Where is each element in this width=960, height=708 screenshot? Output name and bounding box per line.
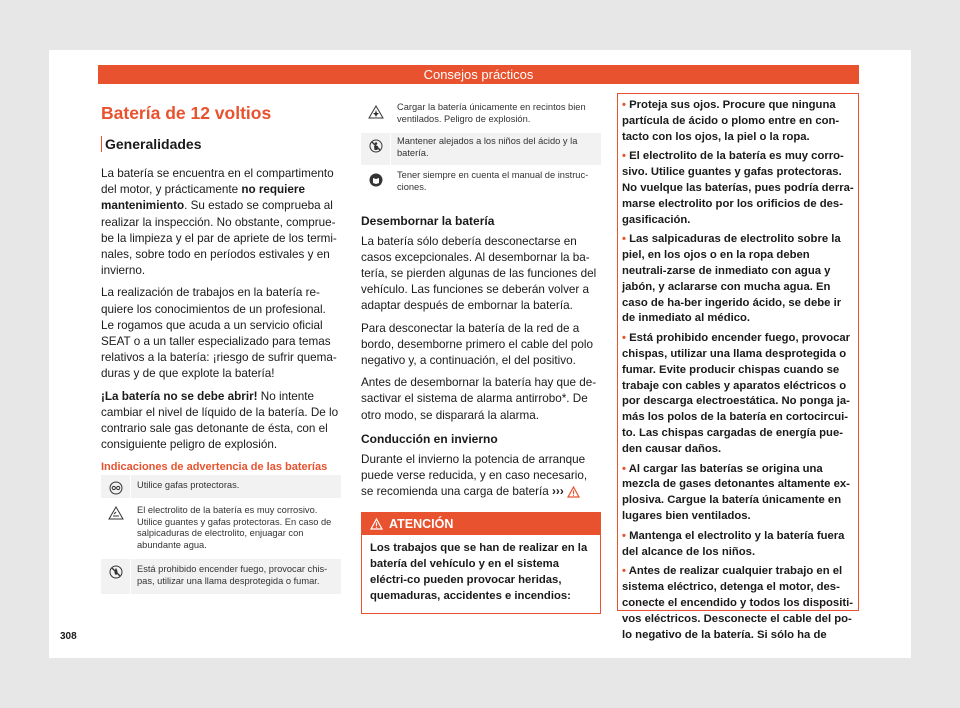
warning-triangle-icon [567,486,580,498]
icon-cell [101,475,131,498]
bullet-mark: • [622,150,626,163]
bullet-text: El electrolito de la batería es muy corro-sivo. Utilice guantes y gafas protectoras. No vuelque las baterías, pues podría derra-marse electrolito por los orificios de des-gasificación. [622,150,854,226]
bold-text: ¡La batería no se debe abrir! [101,389,258,403]
bullet-item [622,564,854,643]
subtitle-block [101,136,341,152]
text: . Su estado se comprueba al realizar la inspección. No obstante, comprue-be la limpieza y el par de apriete de los termi-nales, sobre todo en períodos estivales y en invierno. [101,199,337,278]
warning-box-title: ATENCIÓN [389,517,454,532]
bold-text: no requiere mantenimiento [101,183,305,213]
bullet-item [622,232,854,327]
warning-continuation-box [617,93,859,641]
paragraph [361,452,601,501]
cross-reference-arrows[interactable]: ››› [552,485,564,499]
icon-row [101,500,341,557]
bullet-mark: • [622,565,626,578]
icon-text: Utilice gafas protectoras. [137,480,240,491]
no-children-icon [369,139,383,153]
icon-text: Cargar la batería únicamente en recintos bien ventilados. Peligro de explosión. [397,102,586,124]
warning-triangle-icon [370,518,383,530]
icon-row [361,99,601,131]
text: La batería se encuentra en el compartimento del motor, y prácticamente [101,167,334,197]
column-1 [101,95,341,594]
icon-row [101,475,341,498]
bullet-item [622,149,854,228]
icon-row [361,133,601,165]
bullet-text: Antes de realizar cualquier trabajo en el sistema eléctrico, detenga el motor, des-conecte el encendido y todos los dispositi-vos eléctricos. Desconecte el cable del po-lo negativo de la batería. Si sólo ha de [622,565,853,641]
section-heading-winter: Conducción en invierno [361,431,498,446]
bullet-item [622,331,854,457]
bullet-mark: • [622,332,626,345]
paragraph-intro [101,166,341,279]
icon-row [101,559,341,593]
icon-text: Está prohibido encender fuego, provocar chis-pas, utilizar una llama desprotegida o fumar. [137,564,328,587]
no-fire-icon [109,565,123,579]
paragraph: Antes de desembornar la batería hay que de-sactivar el sistema de alarma antirrobo*. De otro modo, se disparará la alarma. [361,376,597,422]
bullet-item [622,462,854,525]
text: No intente cambiar el nivel de líquido de la batería. De lo contrario sale gas detonante de ésta, con el consiguiente peligro de explosión. [101,389,339,452]
page-number: 308 [60,631,77,642]
bullet-mark: • [622,99,626,111]
paragraph-do-not-open [101,389,341,454]
icon-cell [101,500,131,557]
icon-cell [361,99,391,131]
bullet-item [622,529,854,561]
icon-cell [101,559,131,593]
bullet-mark: • [622,529,626,542]
warning-heading: Indicaciones de advertencia de las baterías [101,461,328,474]
goggles-icon [109,481,123,495]
bullet-text: Las salpicaduras de electrolito sobre la piel, en los ojos o en la ropa deben neutrali-zarse de inmediato con agua y jabón, y aclararse con mucha agua. En caso de ha-ber ingerido ácido, se debe ir de inmediato al médico. [622,233,842,325]
manual-icon [369,173,383,187]
column-2 [361,95,601,614]
paragraph: La batería sólo debería desconectarse en casos excepcionales. Al desembornar la ba-tería, se pierden algunas de las funciones del vehículo. Las funciones se deberán volver a adaptar después de embornar la batería. [361,234,597,313]
column-3 [617,93,859,641]
paragraph-professional: La realización de trabajos en la batería re-quiere los conocimientos de un profesional. Le rogamos que acuda a un servicio oficial SEAT o a un taller especializado para temas relativos a la batería: ¡riesgo de sufrir quema-duras y de que explote la batería! [101,286,337,381]
icon-row [361,167,601,199]
warning-box-body: Los trabajos que se han de realizar en la batería del vehículo y en el sistema eléctri-co pueden provocar heridas, quemaduras, accidentes e incendios: [370,542,588,602]
warning-box-header [362,513,600,535]
corrosive-icon [108,506,124,520]
icon-cell [361,133,391,165]
section-header: Consejos prácticos [98,65,859,84]
bullet-mark: • [622,462,626,475]
section-heading-disconnect: Desembornar la batería [361,213,495,228]
bullet-mark: • [622,233,626,246]
icon-text: El electrolito de la batería es muy corrosivo. Utilice guantes y gafas protectoras. En caso de salpicaduras de electrolito, enjuagar con abundante agua. [137,505,332,550]
text: Durante el invierno la potencia de arranque puede verse reducida, y en caso necesario, se recomienda una carga de batería [361,452,588,499]
icon-text: Tener siempre en cuenta el manual de instruc-ciones. [397,170,589,192]
bullet-item [622,98,854,145]
bullet-text: Proteja sus ojos. Procure que ninguna partícula de ácido o plomo entre en con-tacto con los ojos, la piel o la ropa. [622,99,840,143]
explosion-icon [368,105,384,119]
subtitle: Generalidades [105,136,202,152]
icon-text: Mantener alejados a los niños del ácido y la batería. [397,136,578,158]
bullet-text: Está prohibido encender fuego, provocar chispas, utilizar una llama desprotegida o fumar. Evite producir chispas cuando se trabaje con cables y aparatos eléctricos o por descarga electroestática. No ponga ja-más los polos de la batería en cortocircui-to. Las chispas cargadas de energía pue-den causar daños. [622,332,851,455]
paragraph: Para desconectar la batería de la red de a bordo, desemborne primero el cable del polo negativo y, a continuación, el del positivo. [361,321,593,367]
bullet-text: Mantenga el electrolito y la batería fuera del alcance de los niños. [622,529,845,558]
page-title: Batería de 12 voltios [101,103,272,123]
icon-cell [361,167,391,199]
warning-box [361,512,601,613]
bullet-text: Al cargar las baterías se origina una mezcla de gases detonantes altamente ex-plosiva. Cargue la batería únicamente en lugares bien ventilados. [622,462,850,522]
